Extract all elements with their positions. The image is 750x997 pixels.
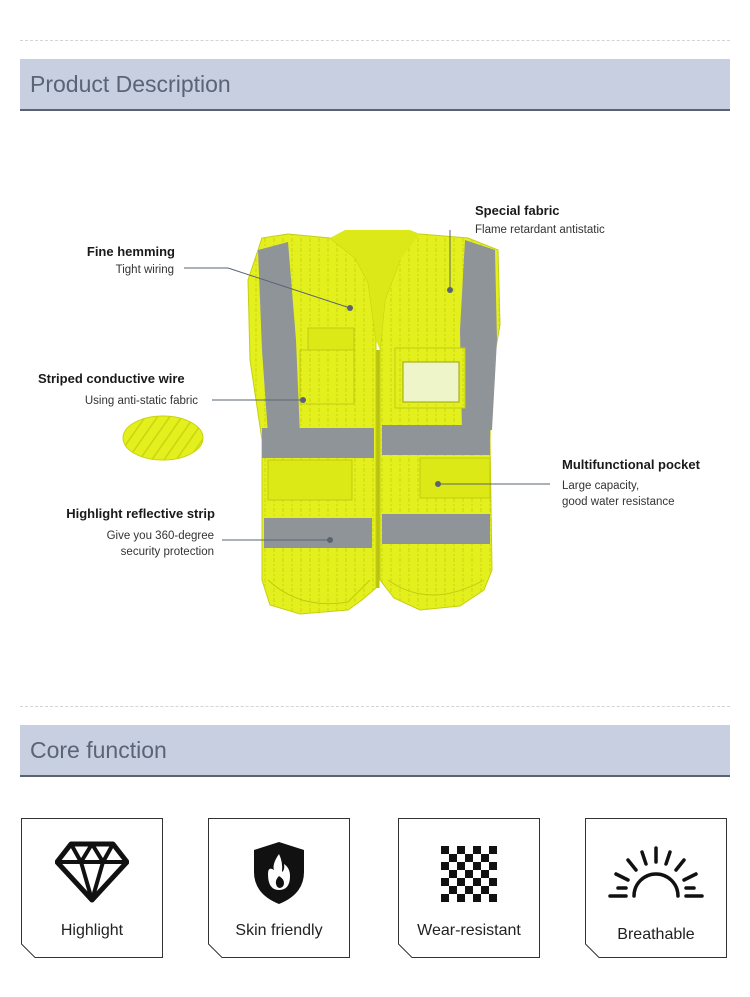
multi-pocket-title: Multifunctional pocket [562, 457, 700, 472]
multi-pocket-sub-1: Large capacity, [562, 480, 640, 492]
feature-card-highlight [21, 818, 163, 958]
special-fabric-title: Special fabric [475, 203, 560, 218]
striped-wire-sub: Using anti-static fabric [84, 395, 198, 407]
vest-image [0, 110, 750, 710]
product-description-title: Product Description [30, 71, 231, 97]
feature-card-skin-friendly [208, 818, 350, 958]
special-fabric-sub: Flame retardant antistatic [475, 224, 605, 236]
middle-divider [20, 706, 730, 707]
feature-label-highlight: Highlight [60, 922, 124, 939]
striped-wire-title: Striped conductive wire [38, 371, 185, 386]
fine-hemming-sub: Tight wiring [115, 264, 174, 276]
feature-label-wear-resistant: Wear-resistant [417, 922, 521, 939]
feature-card-wear-resistant [398, 818, 540, 958]
reflective-strip-sub-2: security protection [120, 546, 214, 558]
feature-label-breathable: Breathable [617, 926, 695, 943]
core-function-title: Core function [30, 737, 167, 763]
reflective-strip-title: Highlight reflective strip [66, 506, 215, 521]
product-illustration [0, 110, 750, 710]
fire-shield-icon [252, 840, 306, 906]
feature-card-breathable [585, 818, 727, 958]
top-divider [20, 40, 730, 41]
multi-pocket-sub-2: good water resistance [562, 496, 675, 508]
core-function-header [20, 725, 730, 777]
reflective-strip-sub-1: Give you 360-degree [106, 530, 214, 542]
product-description-header [20, 59, 730, 111]
checker-icon [441, 846, 497, 902]
feature-label-skin-friendly: Skin friendly [235, 922, 323, 939]
fine-hemming-title: Fine hemming [86, 244, 175, 259]
sunrise-icon [608, 844, 704, 904]
diamond-icon [55, 840, 129, 904]
